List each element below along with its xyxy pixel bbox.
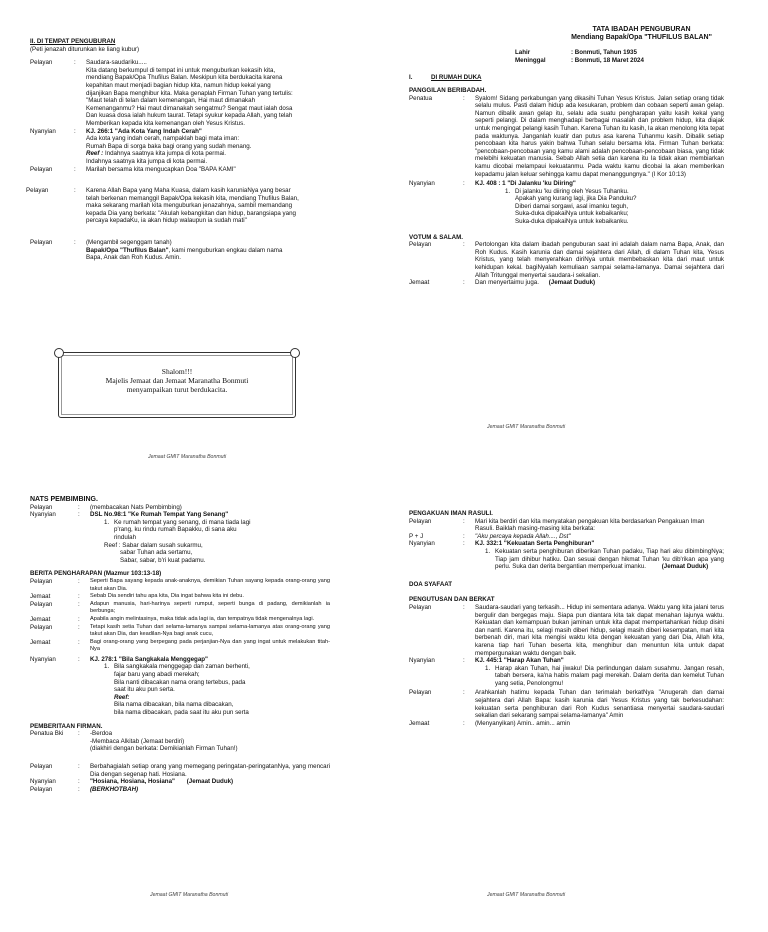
- role-label: Pelayan: [30, 763, 53, 770]
- pelayan-text-1: Saudara-saudariku..... Kita datang berkumpul di tempat ini untuk menguburkan kekasih kita, mendiang Bapak/Opa Thufilus Balan. Meskipun kita berdukacita karena kepahitan maut menjadi bagian hidup kita, namun hidup kekal yang dijanjikan Bapa menghibur kita. Maka genaplah Firman Tuhan yang tertulis: "Maut telah di telan dalam kemenangan, Hai maut dimanakah Kemenanganmu? Hai maut dimanakah sengatmu? Sengat maut ialah dosa Dan kuasa dosa ialah hukum taurat. Tetapi syukur kepada Allah, yang telah Memberikan kepada kita kemenangan oleh Yesus Kristus.: [86, 59, 293, 127]
- role-label: Nyanyian: [30, 655, 56, 663]
- page-2: TATA IBADAH PENGUBURAN Mendiang Bapak/Opa "THUFILUS BALAN" Lahir : Bonmuti, Tahun 1935 Meninggal : Bonmuti, 18 Maret 2024 I. DI RUMAH DUKA PANGGILAN BERIBADAH. Penatua : Syalom! Sidang perkabungan yang dikasihi Tuhan Yesus Kristus. Jalan setiap orang tidak selalu mulus. Pasti dalam hidup ada kesukaran, problem dan cobaan seperti awan gelap. Namun dibalik awan gelap itu, selalu ada suatu pengharapan yaitu kasih kekal yang seperti pelangi. Di dalam menghadapi berbagai masalah dan problem hidup, kita diajak untuk mengingat pelangi kasih Tuhan. Karena Tuhan itu kasih, Ia akan menolong kita tepat pada waktunya. Janganlah kuatir dan putus asa karena Tuhanmu kasih. Dibalik setiap pencobaan kita harus yakin bahwa Tuhan selalu bersama kita. Firman Tuhan berkata: "pencobaan-pencobaan yang kamu alami adalah pencobaan-pencobaan biasa, yang tidak melebihi kekuatan manusia. Sebab Allah setia dan karena itu Ia tidak akan membiarkan kamu dicobai melampaui kekuatanmu. Pada waktu kamu dicobai Ia akan memberikan kepadamu jalan keluar sehingga kamu dapat menanggungnya." (I Kor 10:13) Nyanyian : KJ. 408 : 1 "Di Jalanku 'ku Diiring" 1. Di jalanku 'ku diiring oleh Yesus Tuhanku. Apakah yang kurang lagi, jika Dia Panduku? Diberi damai sorgawi, asal imanku teguh, Suka-duka dipakaiNya untuk kebaikanku; Suka-duka dipakaiNya untuk kebaikanku. VOTUM & SALAM. Pelayan : Pertolongan kita dalam ibadah penguburan saat ini adalah dalam nama Bapa, Anak, dan Roh Kudus. Kasih karunia dan damai sejahtera dari Allah, di dalam Tuhan kita, Yesus Kristus, yang telah menyerahkan diriNya untuk membebaskan kita dari maut untuk kehidupan kekal. bagiNyalah kemuliaan sampai selama-lamanya. Damai sejahtera dari Allah Tritunggal menyertai saudara-i sekalian. Jemaat : Dan menyertaimu juga. (Jemaat Duduk): [409, 26, 724, 287]
- heading-doa: DOA SYAFAAT: [409, 580, 453, 588]
- role-label: Nyanyian: [30, 127, 56, 135]
- role-label: Pelayan: [30, 165, 53, 173]
- song-title: KJ. 266:1 "Ada Kota Yang Indah Cerah": [86, 127, 202, 135]
- heading-pengutusan: PENGUTUSAN DAN BERKAT: [409, 596, 495, 604]
- role-label: Nyanyian: [409, 180, 435, 188]
- heading-votum: VOTUM & SALAM.: [409, 233, 463, 241]
- page-1: [26, 38, 328, 262]
- role-label: Nyanyian: [30, 511, 56, 519]
- role-label: Jemaat: [409, 719, 430, 727]
- heading-firman: PEMBERITAAN FIRMAN.: [30, 722, 103, 730]
- role-label: Pelayan: [30, 59, 53, 67]
- section-note: (Peti jenazah diturunkan ke liang kubur): [30, 45, 140, 53]
- role-label: Penatua: [409, 94, 433, 102]
- penatua-text: Syalom! Sidang perkabungan yang dikasihi Tuhan Yesus Kristus. Jalan setiap orang tidak selalu mulus. Pasti dalam hidup ada kesukaran, problem dan cobaan seperti awan gelap. Namun dibalik awan gelap itu, selalu ada suatu pengharapan yaitu kasih kekal yang seperti pelangi. Di dalam menghadapi berbagai masalah dan problem hidup, kita diajak untuk mengingat pelangi kasih Tuhan. Karena Tuhan itu kasih, Ia akan menolong kita tepat pada waktunya. Janganlah kuatir dan putus asa karena Tuhanmu kasih. Dibalik setiap pencobaan kita harus yakin bahwa Tuhan selalu bersama kita. Firman Tuhan berkata: "pencobaan-pencobaan yang kamu alami adalah pencobaan-pencobaan biasa, yang tidak melebihi kekuatan manusia. Sebab Allah setia dan karena itu Ia tidak akan membiarkan kamu dicobai melampaui kekuatanmu. Pada waktu kamu dicobai Ia akan memberikan kepadamu jalan keluar sehingga kamu dapat menanggungnya." (I Kor 10:13): [475, 94, 724, 178]
- pelayan-block-2: Pelayan : Marilah bersama kita mengucapkan Doa "BAPA KAMI": [30, 165, 236, 173]
- role-label: Penatua Bki: [30, 730, 64, 738]
- role-label: Pelayan: [409, 603, 432, 611]
- heading-berita: BERITA PENGHARAPAN (Mazmur 103:13-18): [30, 570, 162, 578]
- page-footer: Jemaat GMIT Maranatha Bonmuti: [487, 424, 566, 430]
- role-label: Nyanyian: [409, 657, 435, 665]
- role-label: Nyanyian: [409, 540, 435, 548]
- section-heading: I. DI RUMAH DUKA: [409, 74, 482, 82]
- condolence-scroll: Shalom!!! Majelis Jemaat dan Jemaat Maranatha Bonmuti menyampaikan turut berdukacita.: [58, 352, 296, 418]
- pelayan-block-3: Pelayan : Karena Allah Bapa yang Maha Kuasa, dalam kasih karuniaNya yang besar telah berkenan memanggil Bapak/Opa kekasih kita, mendiang Thufilus Balan, maka sekarang marilah kita menguburkan jenazahnya, sambil memandang kepada Dia yang berkata: "Akulah kebangkitan dan hidup, barangsiapa yang percaya kepadaKu, ia akan hidup walaupun ia sudah mati": [26, 187, 299, 225]
- page-3: NATS PEMBIMBING. Pelayan : (membacakan Nats Pembimbing) Nyanyian : DSL No.98:1 "Ke Rumah Tempat Yang Senang" 1. Ke rumah tempat yang senang, di mana tiada lagi p'rang, ku rindu rumah Bapakku, di sana aku rindulah Reef : Sabar dalam susah sukarmu, sabar Tuhan ada sertamu, Sabar, sabar, b'ri kuat padamu. BERITA PENGHARAPAN (Mazmur 103:13-18) Pelayan : Seperti Bapa sayang kepada anak-anaknya, demikian Tuhan sayang kepada orang-orang yang takut akan Dia. Jemaat : Sebab Dia sendiri tahu apa kita, Dia ingat bahwa kita ini debu. Pelayan : Adapun manusia, hari-harinya seperti rumput, seperti bunga di padang, demikianlah ia berbunga; Jemaat : Apabila angin melintasinya, maka tidak ada lagi ia, dan tempatnya tidak mengenalnya lagi. Pelayan : Tetapi kasih setia Tuhan dari selama-lamanya sampai selama-lamanya atas orang-orang yang takut akan Dia, dan keadilan-Nya bagi anak cucu, Jemaat : Bagi orang-orang yang berpegang pada perjanjian-Nya dan yang ingat untuk melakukan titah-Nya Nyanyian : KJ. 278:1 "Bila Sangkakala Menggegap" 1. Bila sangkakala menggegap dan zaman berhenti, fajar baru yang abadi merekah; Bila nanti dibacakan nama orang tertebus, pada saat itu aku pun serta. Reef: Bila nama dibacakan, bila nama dibacakan, bila nama dibacakan, pada saat itu aku pun serta PEMBERITAAN FIRMAN. Penatua Bki : -Berdoa -Membaca Alkitab (Jemaat berdiri) (diakhiri dengan berkata: Demikianlah Firman Tuhan!) Pelayan : Berbahagialah setiap orang yang memegang peringatan-peringatanNya, yang mencari Dia dengan segenap hati. Hosiana. Nyanyian : "Hosiana, Hosiana, Hosiana" (Jemaat Duduk) Pelayan : (BERKHOTBAH): [30, 496, 330, 793]
- reff-label: Reef :: [86, 150, 104, 158]
- pelayan-block-1: Pelayan : Saudara-saudariku..... Kita datang berkumpul di tempat ini untuk menguburkan kekasih kita, mendiang Bapak/Opa Thufilus Balan. Meskipun kita berdukacita karena kepahitan maut menjadi bagian hidup kita, namun hidup kekal yang dijanjikan Bapa menghibur kita. Maka genaplah Firman Tuhan yang tertulis: "Maut telah di telan dalam kemenangan, Hai maut dimanakah Kemenanganmu? Hai maut dimanakah sengatmu? Sengat maut ialah dosa Dan kuasa dosa ialah hukum taurat. Tetapi syukur kepada Allah, yang telah Memberikan kepada kita kemenangan oleh Yesus Kristus.: [30, 59, 328, 127]
- song-title: KJ. 445:1 "Harap Akan Tuhan": [475, 657, 564, 665]
- meninggal-value: : Bonmuti, 18 Maret 2024: [571, 56, 644, 64]
- doc-subtitle: Mendiang Bapak/Opa "THUFILUS BALAN": [571, 33, 712, 41]
- heading-panggilan: PANGGILAN BERIBADAH.: [409, 86, 487, 94]
- pelayan-text: Pertolongan kita dalam ibadah penguburan saat ini adalah dalam nama Bapa, Anak, dan Roh Kudus. Kasih karunia dan damai sejahtera dari Allah, di dalam Tuhan kita, Yesus Kristus, yang telah menyerahkan diriNya untuk membebaskan kita dari maut untuk kehidupan kekal. bagiNyalah kemuliaan sampai selama-lamanya. Damai sejahtera dari Allah Tritunggal menyertai saudara-i sekalian.: [475, 241, 724, 279]
- heading-nats: NATS PEMBIMBING.: [30, 496, 98, 503]
- pelayan-block-4: Pelayan : (Mengambil segenggam tanah) Bapak/Opa "Thufilus Balan", kami menguburkan engkau dalam nama Bapa, Anak dan Roh Kudus. Amin.: [30, 239, 283, 262]
- page-footer: Jemaat GMIT Maranatha Bonmuti: [148, 454, 227, 460]
- nyanyian-block: Nyanyian : KJ. 266:1 "Ada Kota Yang Indah Cerah" Ada kota yang indah cerah, nampaklah bagi mata iman: Rumah Bapa di sorga baka bagi orang yang sudah menang. Reef : Indahnya saatnya kita jumpa di kota permai. Indahnya saatnya kita jumpa di kota permai.: [30, 128, 328, 166]
- role-label: Pelayan: [30, 503, 53, 511]
- page-4: PENGAKUAN IMAN RASULI. Pelayan : Mari kita berdiri dan kita menyatakan pengakuan kita berdasarkan Pengakuan Iman Rasuli. Baiklah masing-masing kita berkata: P + J : "Aku percaya kepada Allah...., Dst" Nyanyian : KJ. 332:1 "Kekuatan Serta Penghiburan" 1. Kekuatan serta penghiburan diberikan Tuhan padaku, Tiap hari aku dibimbingNya; Tiap jam dihibur hatiku. Dan sesuai dengan hikmat Tuhan 'ku dib'rikan apa yang perlu. Suka dan derita bergantian memperkuat imanku. (Jemaat Duduk) DOA SYAFAAT PENGUTUSAN DAN BERKAT Pelayan : Saudara-saudari yang terkasih... Hidup ini sementara adanya. Waktu yang kita jalani terus bergulir dan bergegas maju. Siapa pun diantara kita tak dapat menahan lajunya waktu. Kekuatan dan kemampuan bukan jaminan untuk kita dapat mempertahankan hidup disini dan nanti. Karena itu, selagi masih diberi hidup, selagi masih diberi kesempatan, mari kita berbenah diri, mari kita mengisi waktu kita dengan kekuatan yang dari Dia, Allah kita, karena tiap hari Tuhan beserta kita, menghibur dan menuntun kita untuk dapat mempergunakan waktu dengan baik. Nyanyian : KJ. 445:1 "Harap Akan Tuhan" 1. Harap akan Tuhan, hai jiwaku! Dia perlindungan dalam susahmu. Jangan resah, tabah bersera, ka'na habis malam pagi merekah. Dalam derita dan kemelut Tuhan yang setia, Penolongmu! Pelayan : Arahkanlah hatimu kepada Tuhan dan terimalah berkatNya "Anugerah dan damai sejahtera dari Allah Bapa: kasih karunia dari Yesus Kristus yang tak berkesudahan: kekuatan serta penghiburan dari Roh Kudus senantiasa menyertai saudara-saudari sekalian dari sekarang sampai selama-lamanya" Amin Jemaat : (Menyanyikan) Amin.. amin... amin: [409, 510, 724, 727]
- role-label: Pelayan: [409, 517, 432, 525]
- doc-title: TATA IBADAH PENGUBURAN: [592, 26, 691, 33]
- role-label: Pelayan: [30, 239, 53, 247]
- song-title: KJ. 408 : 1 "Di Jalanku 'ku Diiring": [475, 180, 576, 188]
- meninggal-label: Meninggal: [515, 56, 546, 64]
- role-label: Pelayan: [409, 241, 432, 249]
- role-label: P + J: [409, 532, 424, 540]
- role-label: Nyanyian: [30, 778, 56, 786]
- section-title: II. DI TEMPAT PENGUBURAN: [30, 38, 116, 45]
- song-title: KJ. 332:1 "Kekuatan Serta Penghiburan": [475, 540, 595, 548]
- page-footer: Jemaat GMIT Maranatha Bonmuti: [487, 892, 566, 898]
- song-title: KJ. 278:1 "Bila Sangkakala Menggegap": [90, 655, 208, 663]
- lahir-label: Lahir: [515, 49, 531, 57]
- lahir-value: : Bonmuti, Tahun 1935: [571, 49, 637, 57]
- heading-pengakuan: PENGAKUAN IMAN RASULI.: [409, 510, 493, 517]
- scroll-curl-icon: [54, 348, 64, 358]
- role-label: Pelayan: [30, 785, 53, 793]
- role-label: Pelayan: [26, 187, 49, 195]
- role-label: Jemaat: [409, 279, 430, 287]
- role-label: Pelayan: [409, 689, 432, 697]
- song-title: DSL No.98:1 "Ke Rumah Tempat Yang Senang": [90, 511, 229, 519]
- scroll-curl-icon: [290, 348, 300, 358]
- page-footer: Jemaat GMIT Maranatha Bonmuti: [150, 892, 229, 898]
